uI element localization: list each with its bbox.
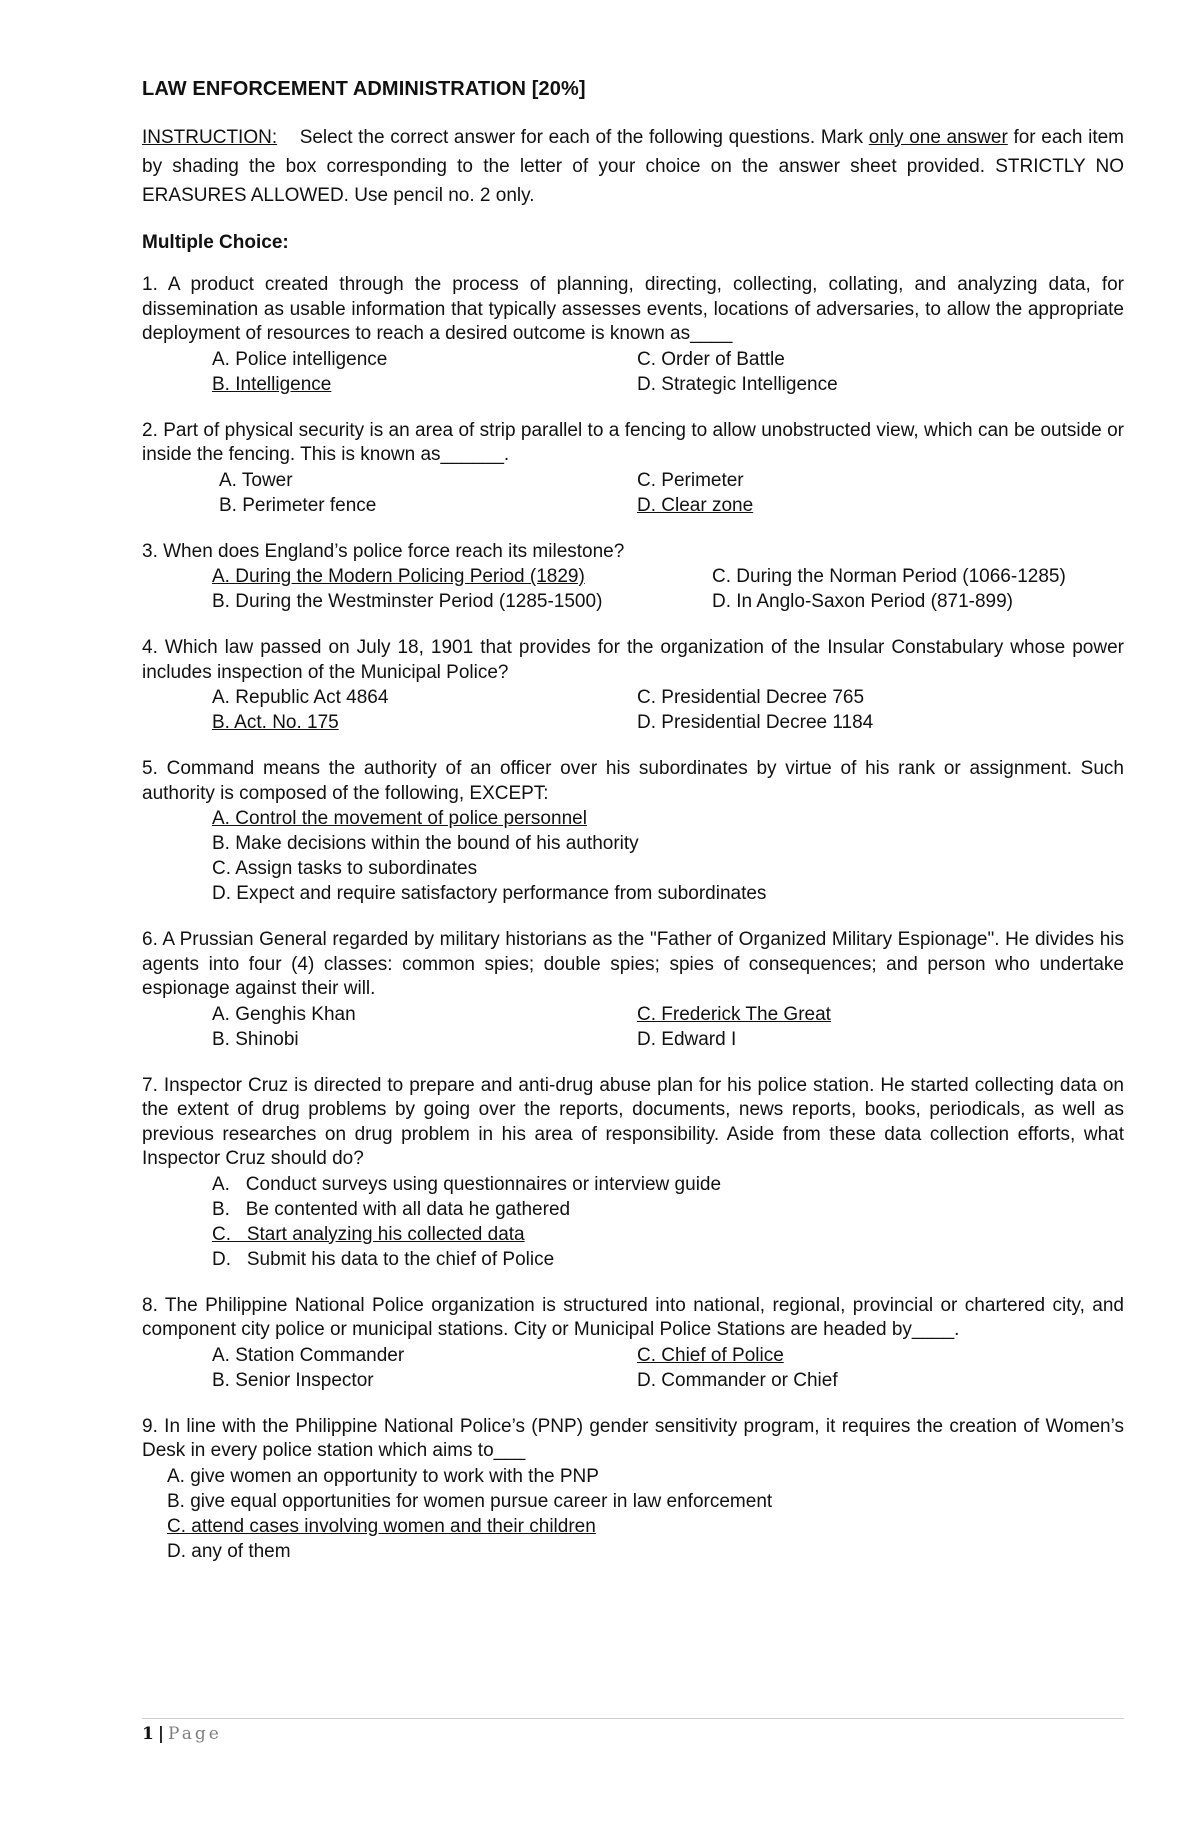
option-d: D. Commander or Chief <box>637 1369 838 1391</box>
section-heading: Multiple Choice: <box>142 232 289 253</box>
page-footer <box>142 1724 222 1744</box>
document-title: LAW ENFORCEMENT ADMINISTRATION [20%] <box>142 78 586 100</box>
instruction-text-1: Select the correct answer for each of the following questions. Mark <box>299 127 869 148</box>
option-c: C. During the Norman Period (1066-1285) <box>712 566 1066 587</box>
option-a: A. Genghis Khan <box>212 1003 356 1025</box>
footer-divider <box>142 1718 1124 1719</box>
answer-options <box>142 468 1124 518</box>
option-a: A. give women an opportunity to work with the PNP <box>167 1465 599 1487</box>
answer-options <box>142 1172 1124 1272</box>
page-label: Page <box>168 1724 222 1744</box>
document-page <box>142 78 1124 1586</box>
option-b: B. Make decisions within the bound of his authority <box>212 833 639 854</box>
option-c: C. Assign tasks to subordinates <box>212 858 478 879</box>
question-stem: 2. Part of physical security is an area of strip parallel to a fencing to allow unobstructed view, which can be outside or inside the fencing. This is known as______. <box>142 419 1124 465</box>
option-a: A. Station Commander <box>212 1344 405 1366</box>
option-d: D. Edward I <box>637 1028 737 1050</box>
question-6 <box>142 928 1124 1052</box>
option-b: B. Senior Inspector <box>212 1369 374 1391</box>
answer-options <box>142 1002 1124 1052</box>
instruction-paragraph <box>142 123 1124 210</box>
option-a: A. Tower <box>219 469 293 491</box>
option-c-answer: C. Start analyzing his collected data <box>212 1223 525 1245</box>
question-stem: 3. When does England’s police force reach its milestone? <box>142 540 625 562</box>
option-d: D. Strategic Intelligence <box>637 373 838 395</box>
question-8 <box>142 1294 1124 1393</box>
option-b-answer: B. Intelligence <box>212 373 332 395</box>
option-d: D. any of them <box>167 1540 291 1562</box>
option-d: D. In Anglo-Saxon Period (871-899) <box>712 591 1014 612</box>
option-c: C. Perimeter <box>637 469 744 491</box>
instruction-label: INSTRUCTION: <box>142 127 278 148</box>
option-a: A. Police intelligence <box>212 348 388 370</box>
question-stem: 5. Command means the authority of an officer over his subordinates by virtue of his rank or assignment. Such authority is composed of the following, EXCEPT: <box>142 758 1124 804</box>
question-stem: 9. In line with the Philippine National Police’s (PNP) gender sensitivity program, it requires the creation of Women’s Desk in every police station which aims to___ <box>142 1415 1124 1461</box>
question-1 <box>142 273 1124 397</box>
question-9 <box>142 1415 1124 1564</box>
question-stem: 4. Which law passed on July 18, 1901 that provides for the organization of the Insular Constabulary whose power includes inspection of the Municipal Police? <box>142 637 1124 683</box>
answer-options <box>142 347 1124 397</box>
question-3 <box>142 540 1124 615</box>
answer-options <box>142 806 1124 906</box>
option-b-answer: B. Act. No. 175 <box>212 712 339 733</box>
answer-options <box>142 685 1124 735</box>
option-b: B. Perimeter fence <box>219 494 377 516</box>
option-b: B. During the Westminster Period (1285-1500) <box>212 591 603 612</box>
option-a: A. Republic Act 4864 <box>212 687 389 708</box>
option-a: A. Conduct surveys using questionnaires or interview guide <box>212 1173 722 1195</box>
option-d-answer: D. Clear zone <box>637 494 754 516</box>
question-stem: 7. Inspector Cruz is directed to prepare and anti-drug abuse plan for his police station. He started collecting data on the extent of drug problems by going over the reports, documents, news reports, books, periodicals, as well as previous researches on drug problem in his area of responsibility. Aside from these data collection efforts, what Inspector Cruz should do? <box>142 1074 1124 1169</box>
footer-separator: | <box>157 1724 165 1744</box>
answer-options <box>142 1464 1124 1564</box>
question-stem: 1. A product created through the process of planning, directing, collecting, collating, and analyzing data, for dissemination as usable information that typically assesses events, locations of adversaries, to allow the appropriate deployment of resources to reach a desired outcome is known as____ <box>142 274 1124 344</box>
option-d: D. Expect and require satisfactory performance from subordinates <box>212 883 767 904</box>
option-c-answer: C. Chief of Police <box>637 1344 784 1366</box>
instruction-emphasis: only one answer <box>868 127 1008 148</box>
question-5 <box>142 757 1124 906</box>
option-d: D. Presidential Decree 1184 <box>637 712 874 733</box>
page-number: 1 <box>142 1724 154 1744</box>
option-b: B. give equal opportunities for women pursue career in law enforcement <box>167 1490 773 1512</box>
question-2 <box>142 419 1124 518</box>
option-c: C. Presidential Decree 765 <box>637 687 865 708</box>
option-c-answer: C. attend cases involving women and their children <box>167 1515 596 1537</box>
option-b: B. Be contented with all data he gathered <box>212 1198 571 1220</box>
option-c: C. Order of Battle <box>637 348 785 370</box>
instruction-text-2: for each item by shading the box corresponding to the letter of your choice on the answer sheet provided. STRICTLY NO ERASURES ALLOWED. Use pencil no. 2 only. <box>142 127 1124 206</box>
answer-options <box>142 564 1124 614</box>
answer-options <box>142 1343 1124 1393</box>
option-b: B. Shinobi <box>212 1028 299 1050</box>
option-a-answer: A. Control the movement of police personnel <box>212 808 587 829</box>
option-d: D. Submit his data to the chief of Police <box>212 1248 555 1270</box>
option-a-answer: A. During the Modern Policing Period (1829) <box>212 566 585 587</box>
option-c-answer: C. Frederick The Great <box>637 1003 831 1025</box>
question-4 <box>142 636 1124 735</box>
question-7 <box>142 1074 1124 1272</box>
question-stem: 6. A Prussian General regarded by military historians as the "Father of Organized Military Espionage". He divides his agents into four (4) classes: common spies; double spies; spies of consequences; and person who undertake espionage against their will. <box>142 929 1124 999</box>
question-stem: 8. The Philippine National Police organization is structured into national, regional, provincial or chartered city, and component city police or municipal stations. City or Municipal Police Stations are headed by____. <box>142 1294 1124 1340</box>
